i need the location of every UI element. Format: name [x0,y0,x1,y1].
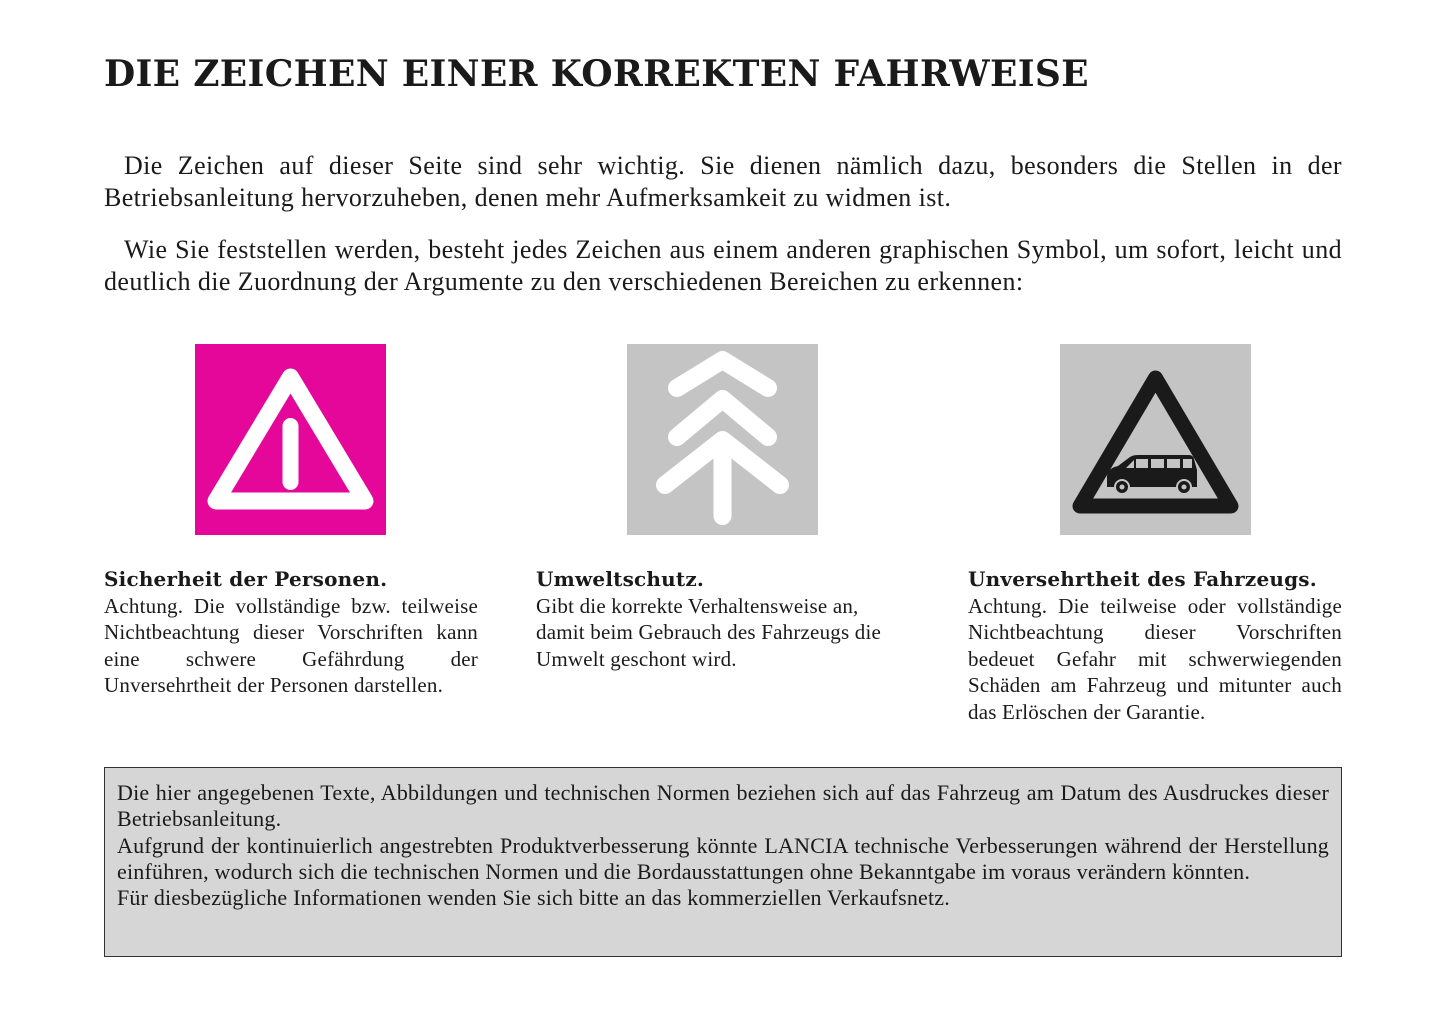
notice-text: Die hier angegebenen Texte, Abbildungen und technischen Normen beziehen sich auf das Fahrzeug am Datum des Ausdruckes dieser Betriebsanleitung. [117,780,1329,832]
vehicle-warning-triangle-icon [1060,344,1251,535]
intro-paragraph: Wie Sie feststellen werden, besteht jedes Zeichen aus einem anderen graphischen Symbol, um sofort, leicht und deutlich die Zuordnung der Argumente zu den verschiedenen Bereichen zu erkennen: [104,235,1342,296]
safety-text: Achtung. Die vollständige bzw. teilweise Nichtbeachtung dieser Vorschriften kann eine schwere Gefährdung der Unversehrtheit der Personen darstellen. [104,593,478,697]
car-icon [1107,455,1197,494]
vehicle-symbol [1060,344,1251,535]
notice-text: Aufgrund der kontinuierlich angestrebten Produktverbesserung könnte LANCIA technische Verbesserungen während der Herstellung einführen, wodurch sich die technischen Normen und die Bordausstattungen ohne Bekanntgabe im voraus verändern könnten. [117,832,1329,884]
vehicle-description [968,566,1342,725]
environment-symbol [627,344,818,535]
page-title: DIE ZEICHEN EINER KORREKTEN FAHRWEISE [104,53,1089,95]
notice-box [104,767,1342,957]
safety-symbol [195,344,386,535]
vehicle-heading: Unversehrtheit des Fahrzeugs. [968,567,1317,591]
environment-heading: Umweltschutz. [536,567,705,591]
intro-paragraph: Die Zeichen auf dieser Seite sind sehr wichtig. Sie dienen nämlich dazu, besonders die Stellen in der Betriebsanleitung hervorzuheben, denen mehr Aufmerksamkeit zu widmen ist. [104,151,1342,212]
safety-description [104,566,478,699]
notice-text: Für diesbezügliche Informationen wenden Sie sich bitte an das kommerziellen Verkaufsnetz. [117,885,950,911]
environment-text: Gibt die korrekte Verhaltensweise an, damit beim Gebrauch des Fahrzeugs die Umwelt geschont wird. [536,593,882,671]
vehicle-text: Achtung. Die teilweise oder vollständige Nichtbeachtung dieser Vorschriften bedeuet Gefahr mit schwerwiegenden Schäden am Fahrzeug und mitunter auch das Erlöschen der Garantie. [968,593,1342,724]
environment-tree-arrow-icon [627,344,818,535]
safety-heading: Sicherheit der Personen. [104,567,388,591]
environment-description [536,566,910,672]
warning-triangle-exclamation-icon [195,344,386,535]
